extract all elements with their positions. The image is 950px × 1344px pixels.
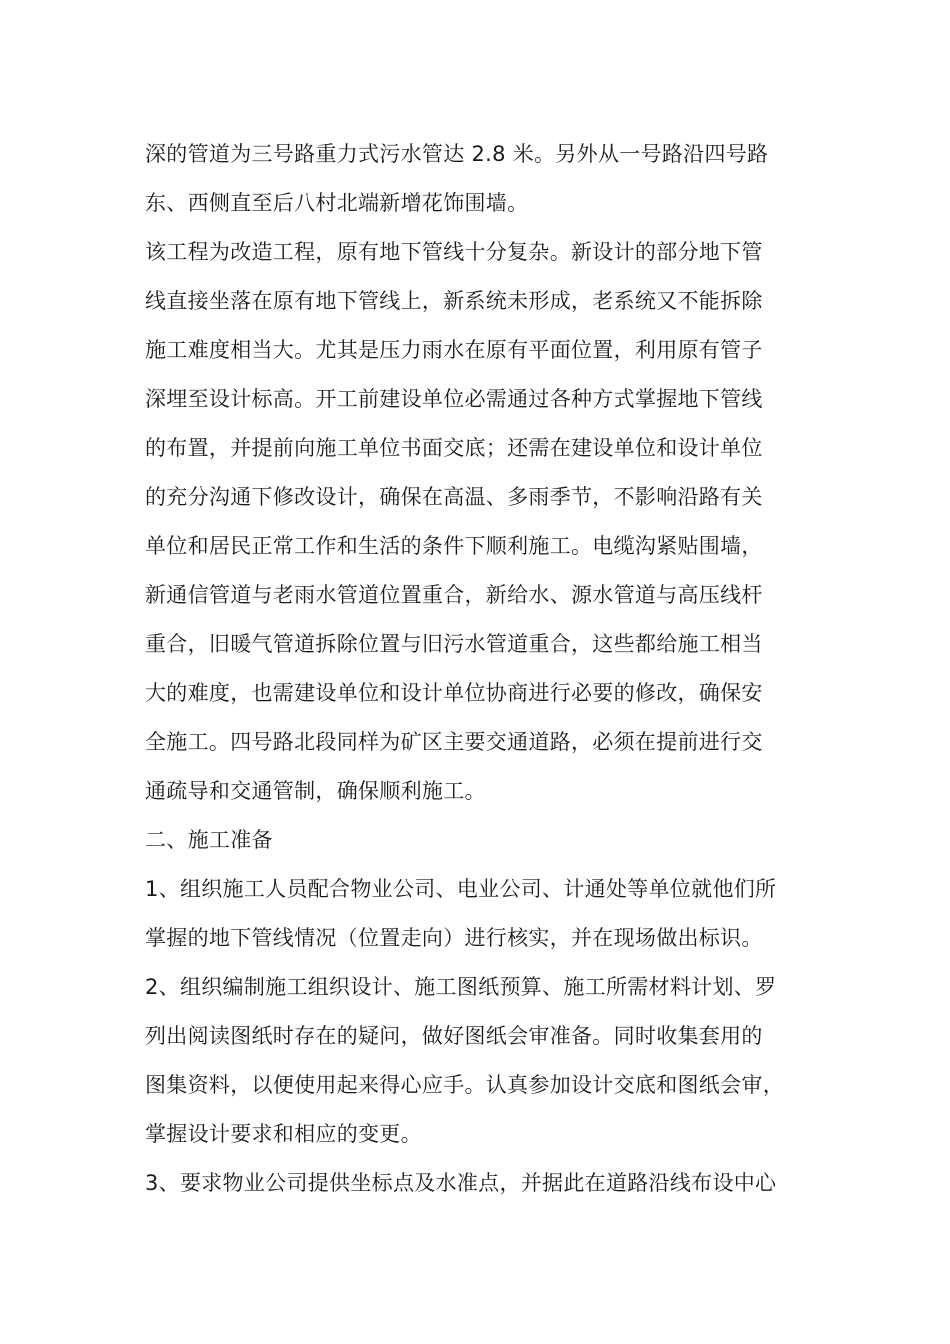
text-line: 深的管道为三号路重力式污水管达 2.8 米。另外从一号路沿四号路 [145, 142, 769, 166]
text-line: 东、西侧直至后八村北端新增花饰围墙。 [145, 191, 529, 215]
text-line: 通疏导和交通管制，确保顺利施工。 [145, 779, 486, 803]
section-heading: 二、施工准备 [145, 828, 273, 852]
text-line: 新通信管道与老雨水管道位置重合，新给水、源水管道与高压线杆 [145, 583, 763, 607]
list-item-1 [145, 865, 810, 963]
text-line: 重合，旧暖气管道拆除位置与旧污水管道重合，这些都给施工相当 [145, 632, 763, 656]
text-line: 全施工。四号路北段同样为矿区主要交通道路，必须在提前进行交 [145, 730, 763, 754]
text-line: 该工程为改造工程，原有地下管线十分复杂。新设计的部分地下管 [145, 240, 763, 264]
text-line: 大的难度，也需建设单位和设计单位协商进行必要的修改，确保安 [145, 681, 763, 705]
text-line: 施工难度相当大。尤其是压力雨水在原有平面位置，利用原有管子 [145, 338, 763, 362]
list-item-2 [145, 963, 810, 1159]
text-line: 3、要求物业公司提供坐标点及水准点，并据此在道路沿线布设中心 [145, 1171, 777, 1195]
text-line: 的布置，并提前向施工单位书面交底；还需在建设单位和设计单位 [145, 436, 763, 460]
text-line: 图集资料，以便使用起来得心应手。认真参加设计交底和图纸会审， [145, 1073, 784, 1097]
text-line: 掌握的地下管线情况（位置走向）进行核实，并在现场做出标识。 [145, 926, 763, 950]
text-line: 1、组织施工人员配合物业公司、电业公司、计通处等单位就他们所 [145, 877, 777, 901]
text-line: 列出阅读图纸时存在的疑问，做好图纸会审准备。同时收集套用的 [145, 1024, 763, 1048]
text-line: 2、组织编制施工组织设计、施工图纸预算、施工所需材料计划、罗 [145, 975, 777, 999]
text-line: 掌握设计要求和相应的变更。 [145, 1122, 422, 1146]
document-body [145, 130, 810, 1208]
text-line: 单位和居民正常工作和生活的条件下顺利施工。电缆沟紧贴围墙， [145, 534, 763, 558]
text-line: 的充分沟通下修改设计，确保在高温、多雨季节，不影响沿路有关 [145, 485, 763, 509]
list-item-3 [145, 1159, 810, 1208]
paragraph-project-complexity [145, 228, 810, 816]
paragraph-pipe-depth [145, 130, 810, 228]
text-line: 线直接坐落在原有地下管线上，新系统未形成，老系统又不能拆除 [145, 289, 763, 313]
text-line: 深埋至设计标高。开工前建设单位必需通过各种方式掌握地下管线 [145, 387, 763, 411]
section-heading-construction-preparation [145, 816, 810, 865]
